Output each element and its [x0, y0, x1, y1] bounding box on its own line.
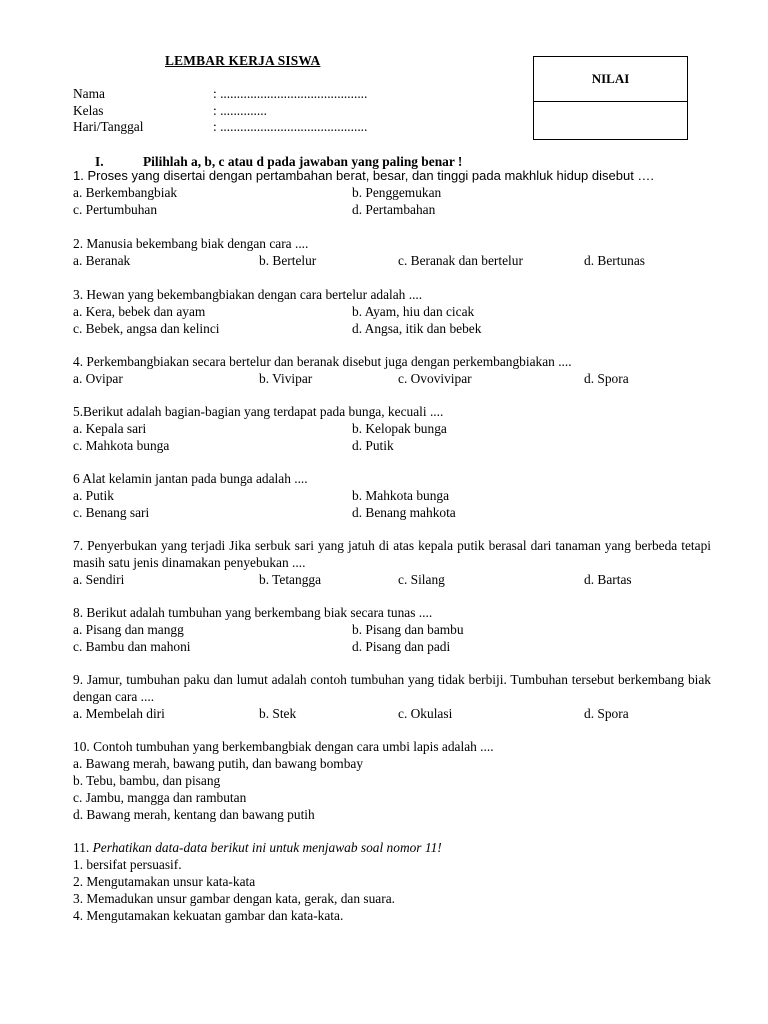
section-number: I. — [95, 154, 104, 169]
score-box — [533, 56, 688, 140]
option-row — [73, 421, 711, 438]
option-c: c. Bambu dan mahoni — [73, 638, 191, 654]
question-text: 10. Contoh tumbuhan yang berkembangbiak dengan cara umbi lapis adalah .... — [73, 739, 494, 754]
option-row — [73, 304, 711, 321]
option-a: a. Pisang dan mangg — [73, 621, 184, 637]
option-row — [73, 572, 711, 589]
class-label: Kelas — [73, 102, 104, 118]
question-10 — [73, 739, 711, 823]
question-4 — [73, 354, 711, 388]
section-instruction: Pilihlah a, b, c atau d pada jawaban yang paling benar ! — [143, 154, 463, 169]
question-2 — [73, 236, 711, 270]
question-text: 6 Alat kelamin jantan pada bunga adalah .... — [73, 471, 308, 486]
list-item: 3. Memadukan unsur gambar dengan kata, gerak, dan suara. — [73, 890, 396, 906]
option-b: b. Pisang dan bambu — [352, 621, 464, 637]
option-a: a. Ovipar — [73, 370, 123, 386]
question-text: 2. Manusia bekembang biak dengan cara .... — [73, 236, 309, 251]
option-row — [73, 706, 711, 723]
option-a: a. Berkembangbiak — [73, 184, 178, 200]
option-b: b. Ayam, hiu dan cicak — [352, 303, 475, 319]
option-d: d. Pertambahan — [352, 201, 436, 217]
question-text: 8. Berikut adalah tumbuhan yang berkembang biak secara tunas .... — [73, 605, 433, 620]
option-d: d. Pisang dan padi — [352, 638, 451, 654]
question-6 — [73, 471, 711, 522]
option-d: d. Bertunas — [584, 252, 645, 268]
option-a: a. Kera, bebek dan ayam — [73, 303, 206, 319]
question-3 — [73, 287, 711, 338]
option-d: d. Benang mahkota — [352, 504, 456, 520]
option-b: b. Vivipar — [259, 370, 313, 386]
list-item: 4. Mengutamakan kekuatan gambar dan kata-kata. — [73, 907, 344, 923]
date-field: : ............................................ — [213, 119, 368, 134]
option-row — [73, 622, 711, 639]
question-5 — [73, 404, 711, 455]
option-c: c. Jambu, mangga dan rambutan — [73, 789, 247, 805]
class-field: : .............. — [213, 102, 267, 118]
name-label: Nama — [73, 86, 105, 101]
option-b: b. Kelopak bunga — [352, 420, 447, 436]
question-11 — [73, 840, 711, 924]
option-row — [73, 202, 711, 219]
option-row — [73, 253, 711, 270]
option-b: b. Tebu, bambu, dan pisang — [73, 772, 221, 788]
option-a: a. Kepala sari — [73, 420, 147, 436]
question-text: 7. Penyerbukan yang terjadi Jika serbuk sari yang jatuh di atas kepala putik berasal dari tanaman yang berbeda tetapi masih satu jenis dinamakan penyebukan .... — [73, 538, 711, 570]
question-text: 1. Proses yang disertai dengan pertambahan berat, besar, dan tinggi pada makhluk hidup disebut …. — [73, 168, 655, 183]
option-c: c. Beranak dan bertelur — [398, 252, 523, 268]
option-b: b. Bertelur — [259, 252, 317, 268]
option-row — [73, 505, 711, 522]
list-item: 2. Mengutamakan unsur kata-kata — [73, 873, 256, 889]
question-8 — [73, 605, 711, 656]
option-row — [73, 639, 711, 656]
option-b: b. Penggemukan — [352, 184, 442, 200]
question-text: 3. Hewan yang bekembangbiakan dengan cara bertelur adalah .... — [73, 287, 423, 302]
option-b: b. Mahkota bunga — [352, 487, 450, 503]
question-number: 11. — [73, 840, 90, 855]
question-text — [73, 840, 711, 857]
option-d: d. Bartas — [584, 571, 632, 587]
option-d: d. Bawang merah, kentang dan bawang putih — [73, 806, 315, 822]
option-c: c. Bebek, angsa dan kelinci — [73, 320, 220, 336]
option-row — [73, 371, 711, 388]
score-label: NILAI — [534, 57, 687, 102]
worksheet-title: LEMBAR KERJA SISWA — [165, 53, 321, 68]
option-c: c. Pertumbuhan — [73, 201, 158, 217]
name-field: : ............................................ — [213, 86, 368, 101]
option-c: c. Benang sari — [73, 504, 150, 520]
option-row — [73, 321, 711, 338]
option-d: d. Spora — [584, 370, 629, 386]
option-row — [73, 185, 711, 202]
question-7 — [73, 538, 711, 589]
option-d: d. Angsa, itik dan bebek — [352, 320, 482, 336]
date-label: Hari/Tanggal — [73, 119, 144, 134]
question-text: 5.Berikut adalah bagian-bagian yang terdapat pada bunga, kecuali .... — [73, 404, 444, 419]
option-b: b. Tetangga — [259, 571, 322, 587]
question-9 — [73, 672, 711, 723]
option-d: d. Putik — [352, 437, 394, 453]
option-c: c. Mahkota bunga — [73, 437, 170, 453]
question-instruction: Perhatikan data-data berikut ini untuk menjawab soal nomor 11! — [92, 840, 442, 855]
option-c: c. Ovovivipar — [398, 370, 472, 386]
option-a: a. Putik — [73, 487, 114, 503]
list-item: 1. bersifat persuasif. — [73, 856, 182, 872]
option-d: d. Spora — [584, 705, 629, 721]
option-b: b. Stek — [259, 705, 297, 721]
option-row — [73, 438, 711, 455]
option-a: a. Sendiri — [73, 571, 125, 587]
option-c: c. Silang — [398, 571, 445, 587]
option-c: c. Okulasi — [398, 705, 453, 721]
option-a: a. Beranak — [73, 252, 131, 268]
question-text: 4. Perkembangbiakan secara bertelur dan beranak disebut juga dengan perkembangbiakan .... — [73, 354, 572, 369]
option-row — [73, 488, 711, 505]
option-a: a. Membelah diri — [73, 705, 165, 721]
option-a: a. Bawang merah, bawang putih, dan bawang bombay — [73, 755, 364, 771]
question-text: 9. Jamur, tumbuhan paku dan lumut adalah contoh tumbuhan yang tidak berbiji. Tumbuhan tersebut berkembang biak dengan cara .... — [73, 672, 711, 704]
question-1 — [73, 168, 711, 219]
